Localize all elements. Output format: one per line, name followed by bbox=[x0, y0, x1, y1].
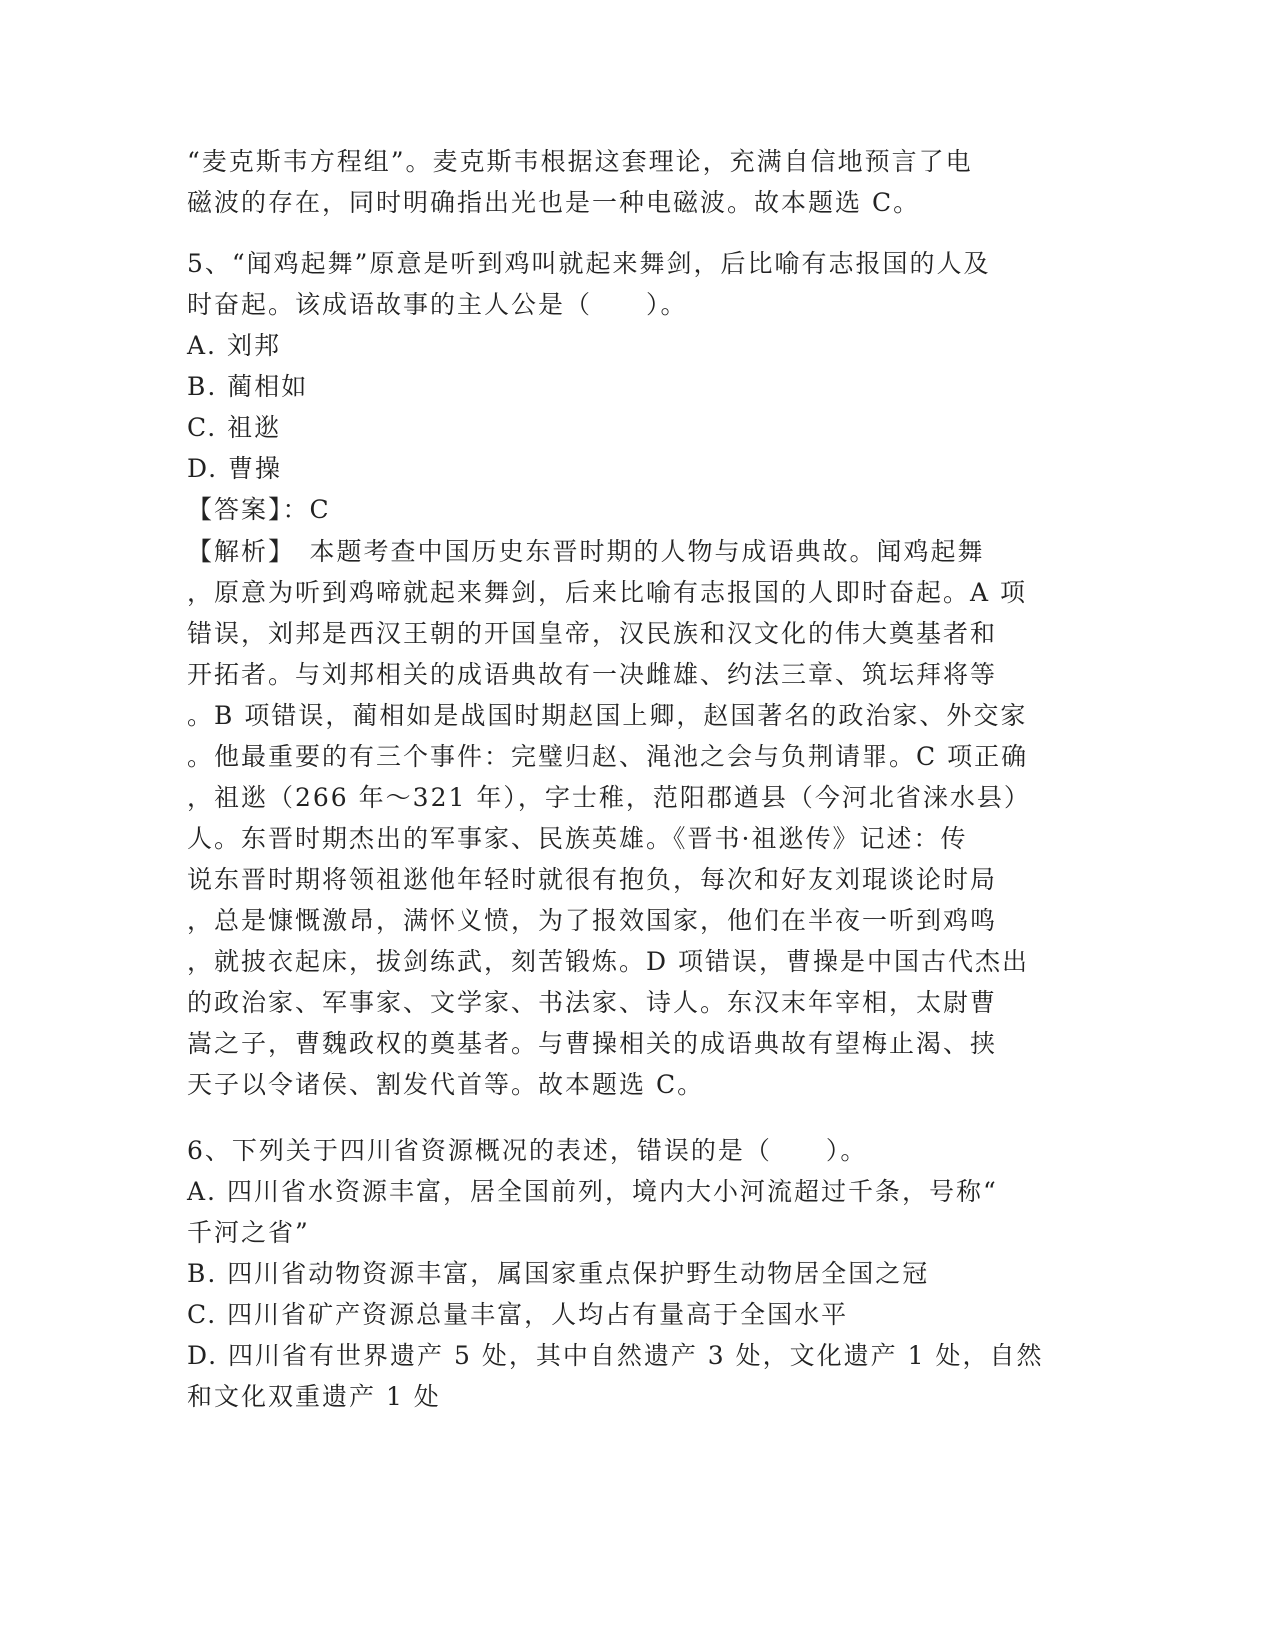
answer: 【答案】：C bbox=[187, 495, 331, 524]
analysis-line: 嵩之子，曹魏政权的奠基者。与曹操相关的成语典故有望梅止渴、挟 bbox=[187, 1029, 998, 1058]
analysis-line: 开拓者。与刘邦相关的成语典故有一决雌雄、约法三章、筑坛拜将等 bbox=[187, 660, 998, 689]
option-a-continued: 千河之省” bbox=[187, 1218, 310, 1247]
analysis-line: 天子以令诸侯、割发代首等。故本题选 C。 bbox=[187, 1070, 705, 1099]
analysis-line: 错误，刘邦是西汉王朝的开国皇帝，汉民族和汉文化的伟大奠基者和 bbox=[187, 619, 998, 648]
question-stem: 5、“闻鸡起舞”原意是听到鸡叫就起来舞剑，后比喻有志报国的人及 bbox=[187, 249, 991, 278]
question-stem: 时奋起。该成语故事的主人公是（ ）。 bbox=[187, 290, 688, 319]
question-stem: 6、下列关于四川省资源概况的表述，错误的是（ ）。 bbox=[187, 1136, 868, 1165]
option-b: B. 蔺相如 bbox=[187, 372, 309, 401]
analysis-line: 的政治家、军事家、文学家、书法家、诗人。东汉末年宰相，太尉曹 bbox=[187, 988, 998, 1017]
option-d: D. 曹操 bbox=[187, 454, 283, 483]
analysis-line: 。B 项错误，蔺相如是战国时期赵国上卿，赵国著名的政治家、外交家 bbox=[187, 701, 1028, 730]
option-a: A. 刘邦 bbox=[187, 331, 281, 360]
option-a: A. 四川省水资源丰富，居全国前列，境内大小河流超过千条，号称“ bbox=[187, 1177, 998, 1206]
analysis-line: 说东晋时期将领祖逖他年轻时就很有抱负，每次和好友刘琨谈论时局 bbox=[187, 865, 998, 894]
analysis-line: 。他最重要的有三个事件：完璧归赵、渑池之会与负荆请罪。C 项正确 bbox=[187, 742, 1029, 771]
analysis-line: ，原意为听到鸡啼就起来舞剑，后来比喻有志报国的人即时奋起。A 项 bbox=[187, 578, 1028, 607]
analysis-line: ，就披衣起床，拔剑练武，刻苦锻炼。D 项错误，曹操是中国古代杰出 bbox=[187, 947, 1029, 976]
text-line: “麦克斯韦方程组”。麦克斯韦根据这套理论，充满自信地预言了电 bbox=[187, 147, 973, 176]
analysis-line: ，祖逖（266 年～321 年），字士稚，范阳郡遒县（今河北省涞水县） bbox=[187, 783, 1031, 812]
option-d: D. 四川省有世界遗产 5 处，其中自然遗产 3 处，文化遗产 1 处，自然 bbox=[187, 1341, 1044, 1370]
option-c: C. 四川省矿产资源总量丰富，人均占有量高于全国水平 bbox=[187, 1300, 849, 1329]
option-c: C. 祖逖 bbox=[187, 413, 282, 442]
analysis-line: ，总是慷慨激昂，满怀义愤，为了报效国家，他们在半夜一听到鸡鸣 bbox=[187, 906, 998, 935]
analysis-line: 【解析】 本题考查中国历史东晋时期的人物与成语典故。闻鸡起舞 bbox=[187, 537, 985, 566]
text-line: 磁波的存在，同时明确指出光也是一种电磁波。故本题选 C。 bbox=[187, 188, 921, 217]
analysis-line: 人。东晋时期杰出的军事家、民族英雄。《晋书·祖逖传》记述：传 bbox=[187, 824, 968, 853]
option-b: B. 四川省动物资源丰富，属国家重点保护野生动物居全国之冠 bbox=[187, 1259, 930, 1288]
option-d-continued: 和文化双重遗产 1 处 bbox=[187, 1382, 441, 1411]
